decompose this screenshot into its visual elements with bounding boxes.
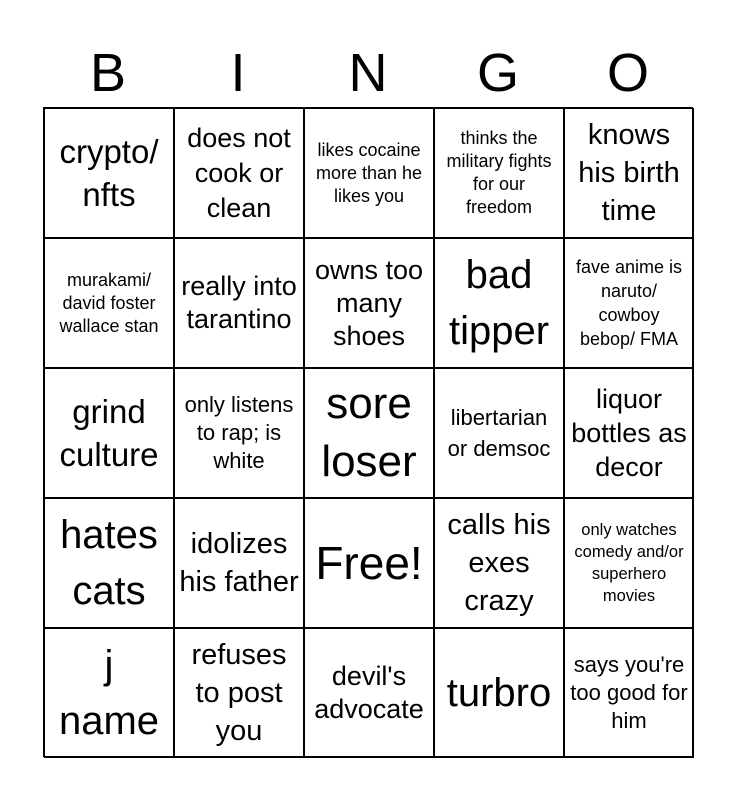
bingo-cell-r2-c2[interactable] — [174, 238, 304, 368]
cell-label: owns too many shoes — [314, 254, 424, 351]
bingo-cell-r3-c2[interactable] — [174, 368, 304, 498]
bingo-cell-r4-c4[interactable] — [434, 498, 564, 628]
cell-label: sore loser — [321, 379, 417, 486]
cell-label: does not cook or clean — [187, 122, 291, 223]
cell-label: likes cocaine more than he likes you — [315, 139, 423, 206]
cell-label: really into tarantino — [181, 271, 297, 334]
bingo-cell-r1-c1[interactable] — [44, 108, 174, 238]
bingo-cell-r2-c1[interactable] — [44, 238, 174, 368]
bingo-cell-r5-c2[interactable] — [174, 628, 304, 758]
cell-label: only listens to rap; is white — [184, 392, 294, 473]
bingo-cell-r1-c4[interactable] — [434, 108, 564, 238]
bingo-cell-r1-c5[interactable] — [564, 108, 694, 238]
bingo-header — [43, 38, 693, 108]
bingo-cell-r3-c1[interactable] — [44, 368, 174, 498]
header-letter-n: N — [348, 43, 388, 103]
bingo-cell-r1-c3[interactable] — [304, 108, 434, 238]
bingo-cell-r2-c3[interactable] — [304, 238, 434, 368]
header-letter-b: B — [89, 43, 127, 103]
cell-label: calls his exes crazy — [447, 509, 551, 617]
cell-label: knows his birth time — [578, 119, 680, 227]
bingo-cell-r4-c3[interactable] — [304, 498, 434, 628]
cell-label: Free! — [315, 537, 423, 589]
bingo-cell-r3-c4[interactable] — [434, 368, 564, 498]
cell-label: crypto/ nfts — [59, 133, 159, 213]
cell-label: says you're too good for him — [570, 652, 688, 733]
cell-label: devil's advocate — [314, 661, 424, 724]
cell-label: only watches comedy and/or superhero movies — [574, 521, 684, 605]
cell-label: turbro — [446, 671, 552, 715]
bingo-cell-r4-c5[interactable] — [564, 498, 694, 628]
header-letter-g: G — [476, 43, 519, 103]
bingo-cell-r3-c3[interactable] — [304, 368, 434, 498]
cell-label: grind culture — [59, 393, 159, 473]
bingo-cell-r5-c5[interactable] — [564, 628, 694, 758]
cell-label: bad tipper — [448, 253, 550, 353]
cell-label: libertarian or demsoc — [447, 405, 551, 461]
cell-label: idolizes his father — [179, 528, 299, 598]
header-letter-o: O — [606, 43, 649, 103]
bingo-cell-r5-c3[interactable] — [304, 628, 434, 758]
cell-label: murakami/ david foster wallace stan — [59, 269, 159, 336]
header-letter-i: I — [230, 43, 246, 103]
cell-label: refuses to post you — [191, 639, 287, 747]
bingo-cell-r5-c1[interactable] — [44, 628, 174, 758]
cell-label: liquor bottles as decor — [571, 384, 687, 482]
bingo-cell-r5-c4[interactable] — [434, 628, 564, 758]
bingo-cell-r2-c4[interactable] — [434, 238, 564, 368]
bingo-cell-r1-c2[interactable] — [174, 108, 304, 238]
bingo-cell-r4-c1[interactable] — [44, 498, 174, 628]
cell-label: hates cats — [60, 513, 158, 613]
bingo-board — [43, 107, 693, 757]
cell-label: thinks the military fights for our freedom — [446, 128, 552, 217]
cell-label: fave anime is naruto/ cowboy bebop/ FMA — [575, 257, 683, 349]
bingo-cell-r3-c5[interactable] — [564, 368, 694, 498]
bingo-cell-r2-c5[interactable] — [564, 238, 694, 368]
cell-label: j name — [58, 643, 160, 743]
bingo-cell-r4-c2[interactable] — [174, 498, 304, 628]
